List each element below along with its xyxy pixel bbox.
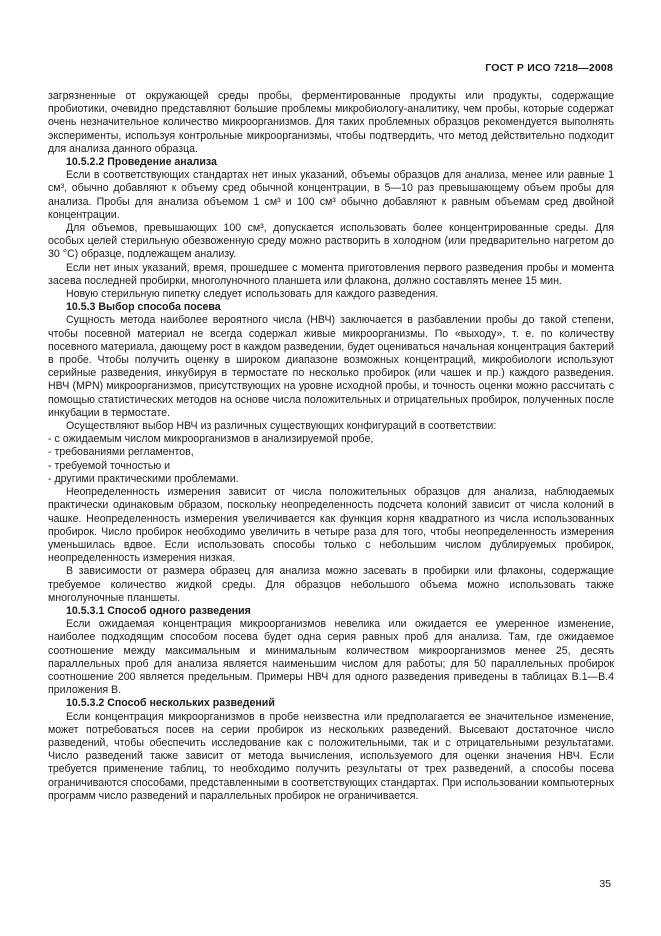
paragraph: Если нет иных указаний, время, прошедшее с момента приготовления первого разведения пробы и момента засева последней пробирки, многолуночного планшета или флакона, должно составлять менее 15 мин.	[48, 261, 614, 287]
paragraph: В зависимости от размера образец для анализа можно засевать в пробирки или флаконы, содержащие требуемое количество жидкой среды. Для образцов небольшого объема можно использовать также многолуночные планшеты.	[48, 565, 614, 604]
page-body-text	[48, 90, 614, 803]
paragraph: Неопределенность измерения зависит от числа положительных образцов для анализа, наблюдаемых практически одинаковым образом, поскольку неопределенность подсчета колоний зависит от числа колоний в чашке. Неопределенность измерения увеличивается как функция корня квадратного из числа использованных пробирок. Число пробирок необходимо увеличить в четыре раза для того, чтобы неопределенность измерения уменьшилась вдвое. Если использовать способы только с небольшим числом дублируемых пробирок, неопределенность измерения низкая.	[48, 486, 614, 565]
section-heading: 10.5.3.2 Способ нескольких разведений	[66, 697, 275, 710]
paragraph: Осуществляют выбор НВЧ из различных существующих конфигураций в соответствии:	[66, 420, 497, 433]
list-item: - требуемой точностью и	[48, 459, 171, 472]
list-item: - другими практическими проблемами.	[48, 472, 239, 485]
paragraph: загрязненные от окружающей среды пробы, ферментированные продукты или продукты, содержащие пробиотики, очевидно представляют большие проблемы микробиологу-аналитику, чем пробы, которые содержат очень незначительное количество микроорганизмов. Для таких проблемных образцов рекомендуется выполнять эксперименты, используя контрольные микроорганизмы, чтобы подтвердить, что метод действительно подходит для анализа данного образца.	[48, 90, 614, 155]
paragraph: Для объемов, превышающих 100 см³, допускается использовать более концентрированные среды. Для особых целей стерильную обезвоженную среду можно растворить в холодном (или предварительно нагретом до 30 °С) образце, подлежащем анализу.	[48, 222, 614, 261]
list-item: - с ожидаемым числом микроорганизмов в анализируемой пробе,	[48, 433, 374, 446]
paragraph: Сущность метода наиболее вероятного числа (НВЧ) заключается в разбавлении пробы до такой степени, чтобы посевной материал не всегда содержал живые микроорганизмы. По «выходу», т. е. по количеству посевного материала, дающему рост в каждом разведении, будет оцениваться начальная концентрация бактерий в пробе. Чтобы получить оценку в широком диапазоне возможных концентраций, микробиологи используют серийные разведения, инкубируя в термостате по несколько пробирок (или чашек и пр.) каждого разведения. НВЧ (MPN) микроорганизмов, присутствующих на уровне исходной пробы, и точность оценки можно рассчитать с помощью статистических методов на основе числа положительных и отрицательных пробирок, полученных после инкубации в термостате.	[48, 314, 614, 419]
paragraph: Если концентрация микроорганизмов в пробе неизвестна или предполагается ее значительное изменение, может потребоваться посев на серии пробирок из нескольких разведений. Высевают достаточное число разведений, чтобы обеспечить исследование как с положительными, так и с отрицательными результатами. Число разведений также зависит от метода вычисления, используемого для оценки значения НВЧ. Если требуется применение таблиц, то необходимо получить результаты от трех разведений, а способы посева ограничиваются способами, представленными в соответствующих стандартах. При использовании компьютерных программ число разведений и параллельных пробирок не ограничивается.	[48, 710, 614, 802]
paragraph: Если ожидаемая концентрация микроорганизмов невелика или ожидается ее умеренное изменение, наиболее подходящим способом посева будет одна серия равных проб для анализа. Там, где ожидаемое соотношение между максимальным и минимальным количеством микроорганизмов менее 25, десять параллельных проб для анализа является наименьшим числом для работы; для 50 параллельных пробирок соотношение 200 является предельным. Примеры НВЧ для одного разведения приведены в таблицах В.1—В.4 приложения В.	[48, 618, 614, 697]
page-number: 35	[599, 878, 611, 890]
section-heading: 10.5.3.1 Способ одного разведения	[66, 604, 251, 617]
standard-designation: ГОСТ Р ИСО 7218—2008	[485, 62, 613, 74]
paragraph: Новую стерильную пипетку следует использовать для каждого разведения.	[66, 288, 439, 301]
paragraph: Если в соответствующих стандартах нет иных указаний, объемы образцов для анализа, менее или равные 1 см³, обычно добавляют к объему сред обычной концентрации, в 5—10 раз превышающему объем пробы для анализа. Пробы для анализа объемом 1 см³ и 100 см³ обычно добавляют к равным объемам сред двойной концентрации.	[48, 169, 614, 221]
section-heading: 10.5.3 Выбор способа посева	[66, 301, 221, 314]
list-item: - требованиями регламентов,	[48, 446, 194, 459]
section-heading: 10.5.2.2 Проведение анализа	[66, 156, 217, 169]
